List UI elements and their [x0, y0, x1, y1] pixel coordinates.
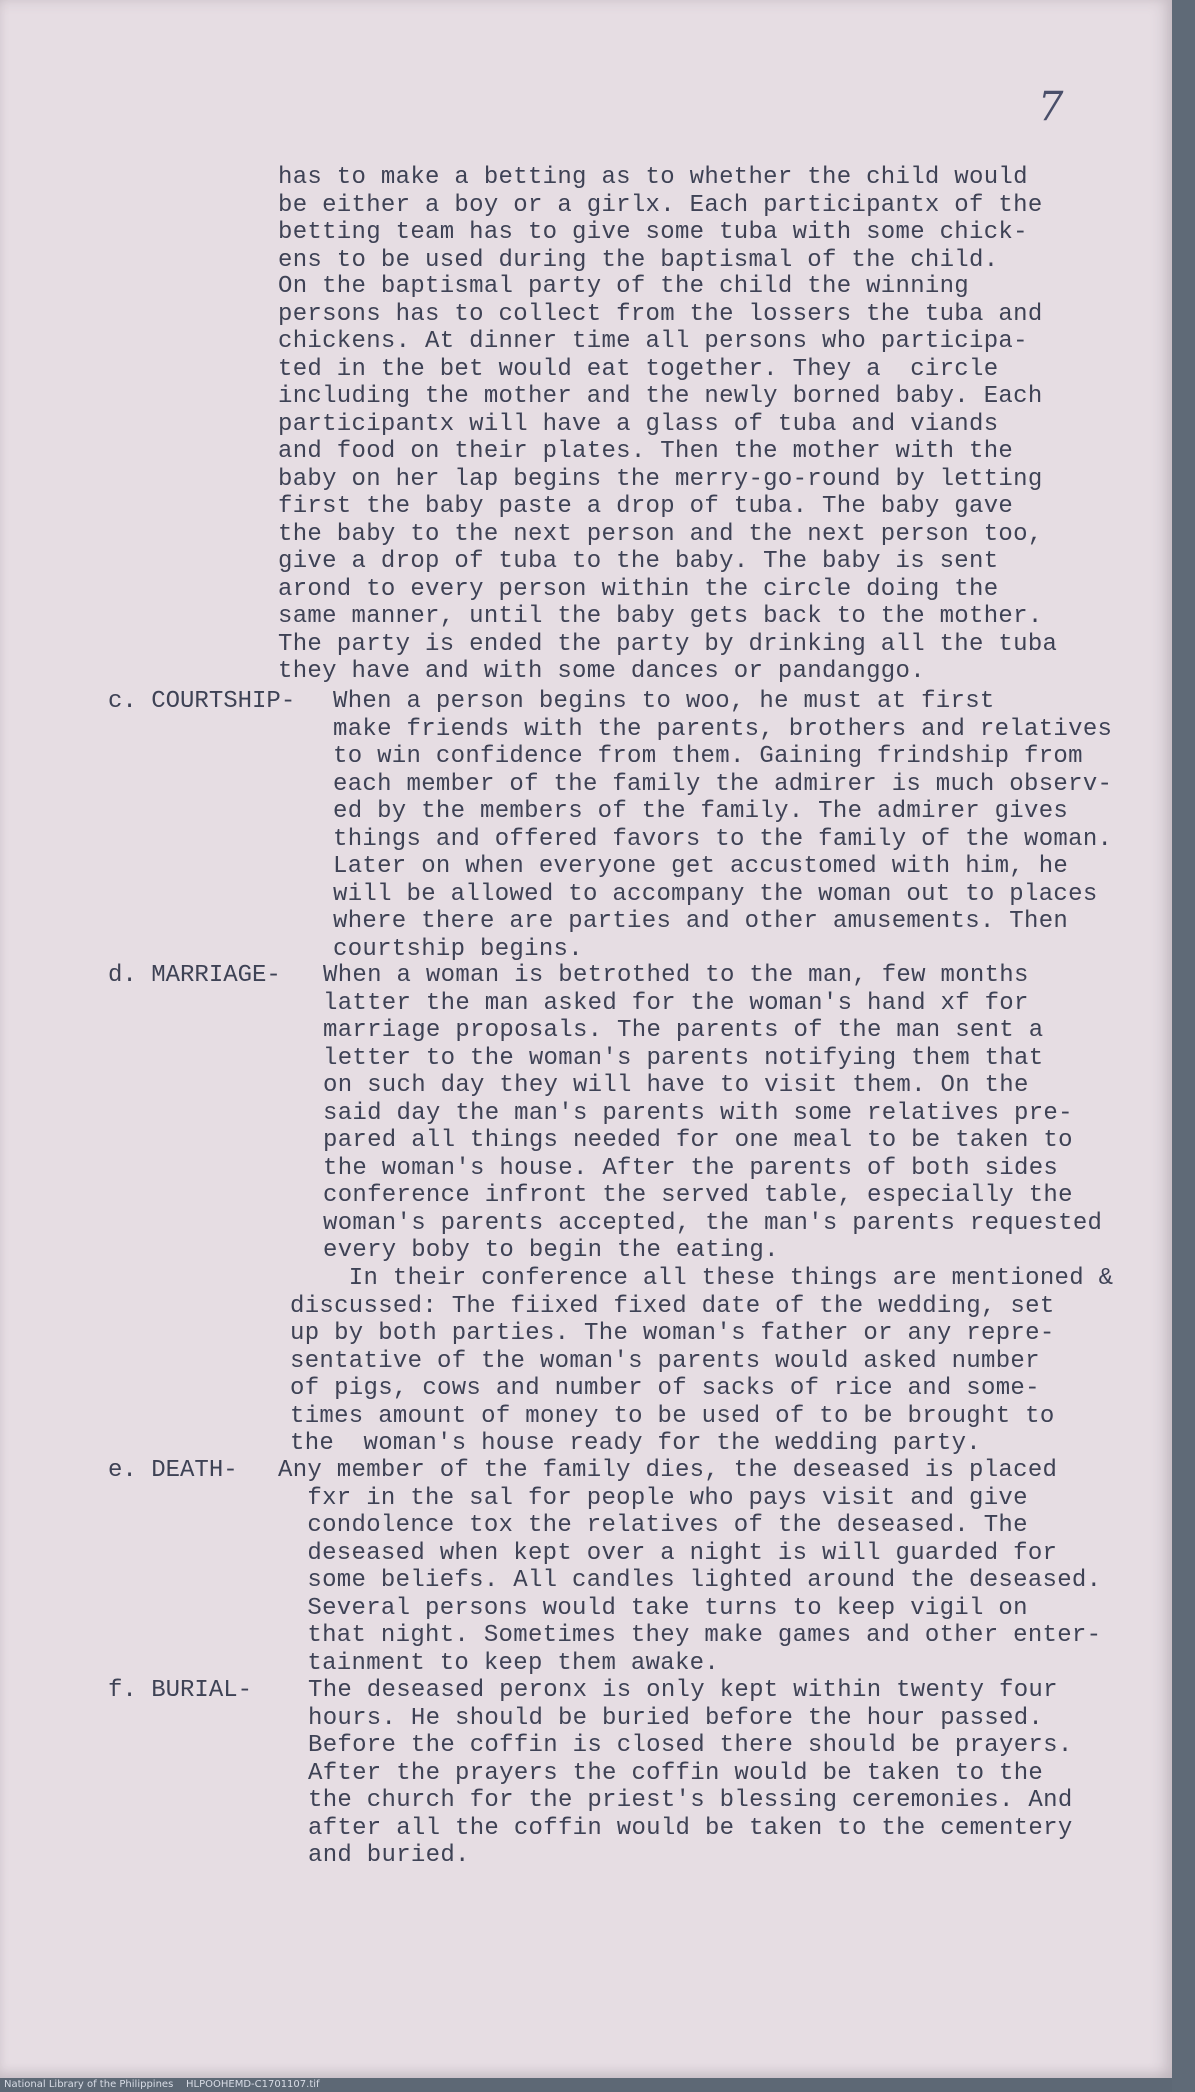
text-line: some beliefs. All candles lighted around the deseased.: [278, 1567, 1102, 1594]
text-line: first the baby paste a drop of tuba. The baby gave: [278, 493, 1014, 520]
text-line: every boby to begin the eating.: [323, 1237, 779, 1264]
text-line: said day the man's parents with some relatives pre-: [323, 1099, 1073, 1127]
text-line: courtship begins.: [333, 935, 583, 963]
marriage-body: [323, 962, 1102, 1265]
text-line: including the mother and the newly borned baby. Each: [278, 383, 1043, 410]
text-line: Any member of the family dies, the deseased is placed: [278, 1457, 1058, 1484]
text-line: and food on their plates. Then the mother with the: [278, 438, 1014, 465]
text-line: times amount of money to be used of to be brought to: [290, 1402, 1055, 1430]
text-line: up by both parties. The woman's father or any repre-: [290, 1320, 1055, 1347]
text-line: where there are parties and other amusements. Then: [333, 908, 1069, 935]
text-line: deseased when kept over a night is will guarded for: [278, 1539, 1058, 1567]
text-line: The deseased peronx is only kept within twenty four: [308, 1677, 1058, 1704]
text-line: that night. Sometimes they make games and other enter-: [278, 1622, 1102, 1649]
text-line: will be allowed to accompany the woman out to places: [333, 880, 1098, 908]
text-line: woman's parents accepted, the man's parents requested: [323, 1209, 1103, 1237]
courtship-heading: c. COURTSHIP-: [108, 688, 296, 715]
scan-footer: National Library of the Philippines HLPOOHEMD-C1701107.tif: [4, 2079, 320, 2090]
text-line: After the prayers the coffin would be taken to the: [308, 1759, 1044, 1787]
text-line: betting team has to give some tuba with some chick-: [278, 219, 1028, 246]
text-line: Several persons would take turns to keep vigil on: [278, 1594, 1028, 1622]
text-line: sentative of the woman's parents would asked number: [290, 1347, 1040, 1375]
text-line: discussed: The fiixed fixed date of the wedding, set: [290, 1292, 1055, 1320]
text-line: make friends with the parents, brothers and relatives: [333, 715, 1113, 743]
text-line: The party is ended the party by drinking all the tuba: [278, 630, 1058, 658]
text-line: marriage proposals. The parents of the man sent a: [323, 1017, 1044, 1044]
text-line: and buried.: [308, 1842, 470, 1869]
text-line: When a woman is betrothed to the man, few months: [323, 962, 1029, 989]
text-line: give a drop of tuba to the baby. The baby is sent: [278, 548, 999, 575]
text-line: baby on her lap begins the merry-go-round by letting: [278, 465, 1043, 493]
text-line: hours. He should be buried before the hour passed.: [308, 1704, 1044, 1732]
text-line: When a person begins to woo, he must at first: [333, 688, 995, 715]
intro-paragraph: [278, 164, 1043, 274]
text-line: they have and with some dances or pandanggo.: [278, 658, 925, 685]
marriage-heading: d. MARRIAGE-: [108, 962, 281, 989]
text-line: fxr in the sal for people who pays visit and give: [278, 1484, 1028, 1512]
text-line: ens to be used during the baptismal of the child.: [278, 246, 999, 274]
text-line: same manner, until the baby gets back to the mother.: [278, 603, 1043, 630]
text-line: the woman's house ready for the wedding party.: [290, 1430, 982, 1457]
courtship-body: [333, 688, 1112, 963]
death-heading: e. DEATH-: [108, 1457, 238, 1484]
text-line: pared all things needed for one meal to be taken to: [323, 1127, 1073, 1154]
text-line: the church for the priest's blessing ceremonies. And: [308, 1787, 1073, 1814]
text-line: latter the man asked for the woman's hand xf for: [323, 989, 1029, 1017]
text-line: In their conference all these things are mentioned &: [290, 1265, 1114, 1292]
text-line: persons has to collect from the lossers the tuba and: [278, 300, 1043, 328]
text-line: be either a boy or a girlx. Each participantx of the: [278, 191, 1043, 219]
text-line: on such day they will have to visit them. On the: [323, 1072, 1029, 1099]
text-line: things and offered favors to the family of the woman.: [333, 825, 1113, 853]
death-body: [278, 1457, 1101, 1677]
text-line: has to make a betting as to whether the child would: [278, 164, 1028, 191]
baptism-paragraph: [278, 273, 1057, 686]
text-line: participantx will have a glass of tuba and viands: [278, 410, 999, 438]
text-line: conference infront the served table, especially the: [323, 1182, 1073, 1209]
text-line: after all the coffin would be taken to the cementery: [308, 1814, 1073, 1842]
text-line: ed by the members of the family. The admirer gives: [333, 798, 1069, 825]
text-line: ted in the bet would eat together. They a circle: [278, 355, 999, 383]
text-line: chickens. At dinner time all persons who participa-: [278, 328, 1028, 355]
text-line: letter to the woman's parents notifying them that: [323, 1044, 1044, 1072]
text-line: Later on when everyone get accustomed with him, he: [333, 853, 1069, 880]
text-line: tainment to keep them awake.: [278, 1649, 720, 1677]
marriage-paragraph-2: [290, 1265, 1113, 1458]
text-line: Before the coffin is closed there should be prayers.: [308, 1732, 1073, 1759]
text-line: the baby to the next person and the next person too,: [278, 520, 1043, 548]
burial-body: [308, 1677, 1073, 1870]
text-line: the woman's house. After the parents of both sides: [323, 1154, 1059, 1182]
text-line: On the baptismal party of the child the winning: [278, 273, 970, 300]
page-edge: [1172, 0, 1195, 2092]
text-line: condolence tox the relatives of the deseased. The: [278, 1512, 1028, 1539]
burial-heading: f. BURIAL-: [108, 1677, 253, 1704]
text-line: arond to every person within the circle doing the: [278, 575, 999, 603]
text-line: each member of the family the admirer is much observ-: [333, 770, 1113, 798]
text-line: of pigs, cows and number of sacks of rice and some-: [290, 1375, 1040, 1402]
page-number: 7: [1038, 84, 1064, 130]
text-line: to win confidence from them. Gaining frindship from: [333, 743, 1083, 770]
